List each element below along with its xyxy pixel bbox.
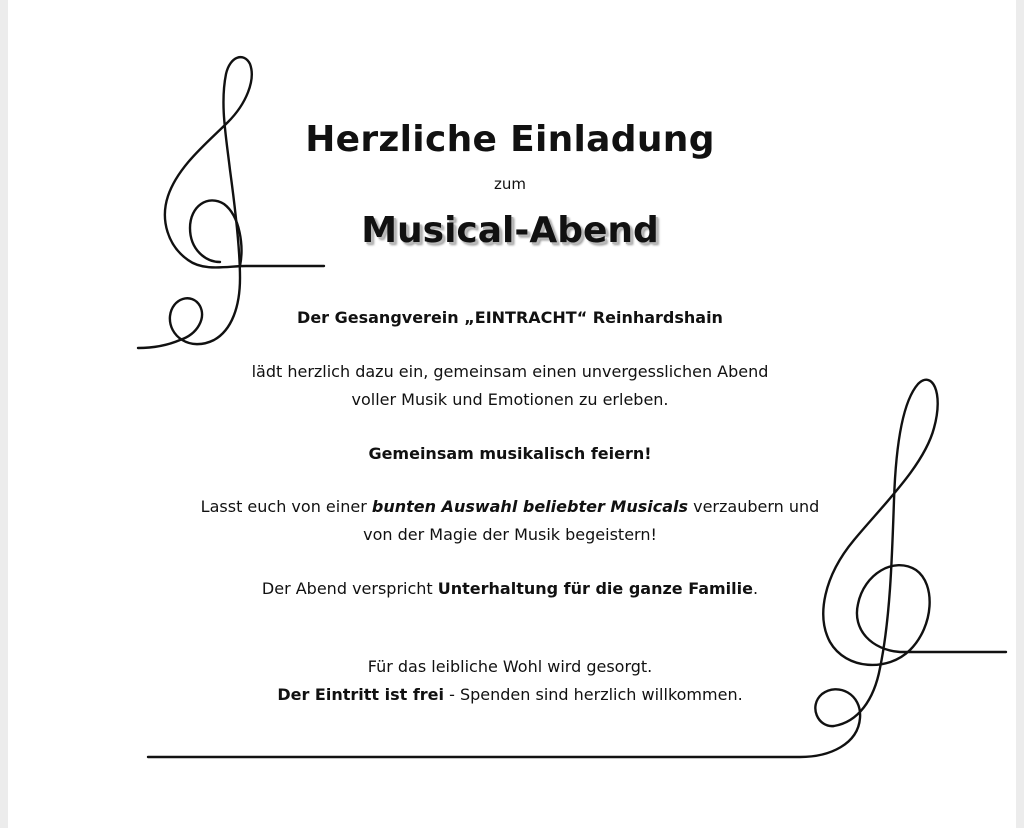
entry-line bbox=[140, 681, 880, 709]
promise-highlight: Unterhaltung für die ganze Familie bbox=[437, 579, 753, 598]
musicals-line-1 bbox=[140, 493, 880, 521]
musicals-suffix: verzaubern und bbox=[688, 497, 820, 516]
event-title: Musical-Abend bbox=[361, 210, 659, 251]
musicals-highlight: bunten Auswahl beliebter Musicals bbox=[371, 497, 689, 516]
motto-line: Gemeinsam musikalisch feiern! bbox=[368, 444, 652, 463]
promise-line bbox=[140, 575, 880, 603]
promise-suffix: . bbox=[752, 579, 759, 598]
invite-line-2: voller Musik und Emotionen zu erleben. bbox=[351, 390, 669, 409]
closing-paragraph bbox=[140, 653, 880, 709]
connector-text: zum bbox=[494, 175, 526, 193]
host-line: Der Gesangverein „EINTRACHT“ Reinhardshain bbox=[297, 308, 723, 327]
entry-highlight: Der Eintritt ist frei bbox=[277, 685, 445, 704]
invite-paragraph bbox=[140, 358, 880, 414]
promise-prefix: Der Abend verspricht bbox=[261, 579, 438, 598]
entry-suffix: - Spenden sind herzlich willkommen. bbox=[444, 685, 743, 704]
food-line: Für das leibliche Wohl wird gesorgt. bbox=[367, 657, 653, 676]
musicals-prefix: Lasst euch von einer bbox=[200, 497, 372, 516]
musicals-line-2: von der Magie der Musik begeistern! bbox=[363, 525, 657, 544]
invite-line-1: lädt herzlich dazu ein, gemeinsam einen unvergesslichen Abend bbox=[251, 362, 769, 381]
invitation-title: Herzliche Einladung bbox=[305, 119, 715, 160]
musicals-paragraph bbox=[140, 493, 880, 549]
